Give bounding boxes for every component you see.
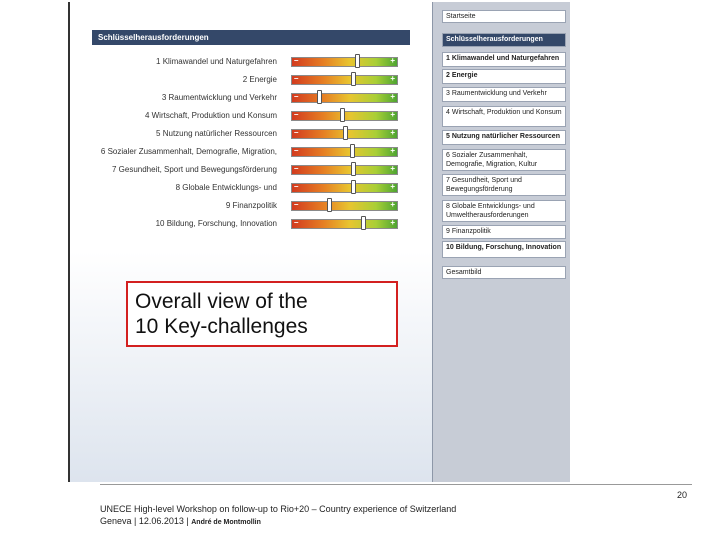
challenge-label: 8 Globale Entwicklungs- und xyxy=(175,183,277,192)
sidebar-item-gesamtbild[interactable]: Gesamtbild xyxy=(442,266,566,279)
sidebar-item-3[interactable]: 3 Raumentwicklung und Verkehr xyxy=(442,87,566,102)
rating-slider[interactable] xyxy=(291,219,398,229)
challenge-label: 6 Sozialer Zusammenhalt, Demografie, Migration, xyxy=(100,147,277,156)
rating-slider[interactable] xyxy=(291,129,398,139)
rating-slider[interactable] xyxy=(291,75,398,85)
rating-slider[interactable] xyxy=(291,57,398,67)
minus-icon: – xyxy=(294,146,299,155)
challenge-row xyxy=(70,200,432,212)
rating-slider[interactable] xyxy=(291,93,398,103)
challenge-row xyxy=(70,128,432,140)
plus-icon: + xyxy=(390,164,395,173)
rating-slider[interactable] xyxy=(291,111,398,121)
sidebar-item-1[interactable]: 1 Klimawandel und Naturgefahren xyxy=(442,52,566,67)
minus-icon: – xyxy=(294,218,299,227)
sidebar-item-6[interactable]: 6 Sozialer Zusammenhalt, Demografie, Migration, Kultur xyxy=(442,149,566,171)
main-header: Schlüsselherausforderungen xyxy=(92,30,410,45)
sidebar-item-startseite[interactable]: Startseite xyxy=(442,10,566,23)
challenge-label: 5 Nutzung natürlicher Ressourcen xyxy=(156,129,277,138)
challenge-label: 1 Klimawandel und Naturgefahren xyxy=(156,57,277,66)
challenge-row xyxy=(70,218,432,230)
slider-handle[interactable] xyxy=(327,198,332,212)
caption-box xyxy=(126,281,398,347)
slider-handle[interactable] xyxy=(350,144,355,158)
minus-icon: – xyxy=(294,200,299,209)
sidebar-item-5[interactable]: 5 Nutzung natürlicher Ressourcen xyxy=(442,130,566,145)
challenge-label: 7 Gesundheit, Sport und Bewegungsförderung xyxy=(111,165,277,174)
minus-icon: – xyxy=(294,182,299,191)
slider-handle[interactable] xyxy=(351,180,356,194)
challenge-row xyxy=(70,110,432,122)
slider-handle[interactable] xyxy=(351,162,356,176)
footer-title: UNECE High-level Workshop on follow-up to Rio+20 – Country experience of Switzerland xyxy=(100,504,457,514)
minus-icon: – xyxy=(294,164,299,173)
footer-divider xyxy=(100,484,692,485)
app-screenshot xyxy=(68,2,570,482)
plus-icon: + xyxy=(390,74,395,83)
sidebar-item-9[interactable]: 9 Finanzpolitik xyxy=(442,225,566,239)
plus-icon: + xyxy=(390,110,395,119)
slider-handle[interactable] xyxy=(343,126,348,140)
slider-handle[interactable] xyxy=(351,72,356,86)
rating-slider[interactable] xyxy=(291,201,398,211)
rating-slider[interactable] xyxy=(291,183,398,193)
plus-icon: + xyxy=(390,128,395,137)
sidebar-item-10[interactable]: 10 Bildung, Forschung, Innovation xyxy=(442,241,566,258)
plus-icon: + xyxy=(390,56,395,65)
challenge-row xyxy=(70,56,432,68)
challenge-row xyxy=(70,92,432,104)
plus-icon: + xyxy=(390,200,395,209)
challenge-row xyxy=(70,74,432,86)
sidebar-item-8[interactable]: 8 Globale Entwicklungs- und Umweltherausforderungen xyxy=(442,200,566,222)
plus-icon: + xyxy=(390,146,395,155)
slider-handle[interactable] xyxy=(355,54,360,68)
challenge-label: 9 Finanzpolitik xyxy=(225,201,277,210)
sidebar-item-2[interactable]: 2 Energie xyxy=(442,69,566,84)
challenge-label: 4 Wirtschaft, Produktion und Konsum xyxy=(144,111,277,120)
minus-icon: – xyxy=(294,110,299,119)
slider-handle[interactable] xyxy=(340,108,345,122)
challenge-label: 2 Energie xyxy=(242,75,277,84)
plus-icon: + xyxy=(390,182,395,191)
challenge-label: 10 Bildung, Forschung, Innovation xyxy=(155,219,277,228)
plus-icon: + xyxy=(390,218,395,227)
sidebar-item-7[interactable]: 7 Gesundheit, Sport und Bewegungsförderung xyxy=(442,174,566,196)
challenge-row xyxy=(70,182,432,194)
challenge-row xyxy=(70,146,432,158)
minus-icon: – xyxy=(294,128,299,137)
minus-icon: – xyxy=(294,56,299,65)
rating-slider[interactable] xyxy=(291,147,398,157)
footer-date-author xyxy=(100,516,261,526)
caption-line-2: 10 Key-challenges xyxy=(135,315,308,338)
slider-handle[interactable] xyxy=(361,216,366,230)
page-number: 20 xyxy=(676,490,687,500)
sidebar-item-4[interactable]: 4 Wirtschaft, Produktion und Konsum xyxy=(442,106,566,127)
main-panel xyxy=(70,2,432,482)
plus-icon: + xyxy=(390,92,395,101)
sidebar-item-schluesselherausforderungen[interactable]: Schlüsselherausforderungen xyxy=(442,33,566,47)
sidebar xyxy=(432,2,570,482)
footer-date: Geneva | 12.06.2013 | xyxy=(100,516,192,526)
caption-line-1: Overall view of the xyxy=(135,290,308,313)
minus-icon: – xyxy=(294,74,299,83)
challenge-label: 3 Raumentwicklung und Verkehr xyxy=(161,93,277,102)
challenge-row xyxy=(70,164,432,176)
minus-icon: – xyxy=(294,92,299,101)
rating-slider[interactable] xyxy=(291,165,398,175)
footer-author: André de Montmollin xyxy=(191,519,261,526)
slider-handle[interactable] xyxy=(317,90,322,104)
